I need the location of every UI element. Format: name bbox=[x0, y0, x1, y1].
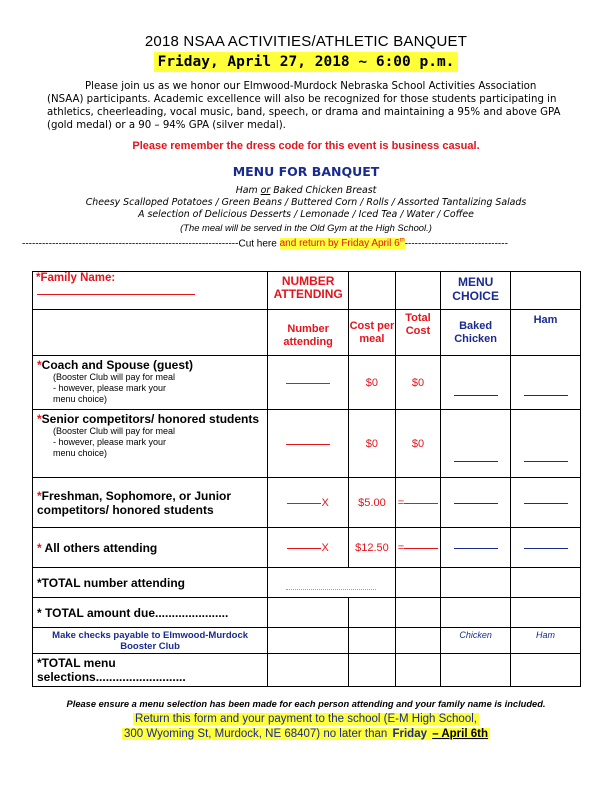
underclass-number-input[interactable]: X bbox=[268, 478, 349, 528]
menu-choice-header: MENU CHOICE bbox=[441, 272, 511, 310]
menu-main-or: or bbox=[260, 185, 271, 196]
table-row bbox=[33, 528, 581, 568]
others-total-input[interactable]: = bbox=[395, 528, 440, 568]
event-date: Friday, April 27, 2018 ~ 6:00 p.m. bbox=[154, 52, 459, 72]
checks-payable-note: Make checks payable to Elmwood-Murdock Booster Club bbox=[33, 628, 268, 654]
menu-main-chicken: Baked Chicken Breast bbox=[273, 185, 377, 196]
coach-number-input[interactable] bbox=[268, 356, 349, 410]
others-cost: $12.50 bbox=[349, 528, 396, 568]
others-number-input[interactable]: X bbox=[268, 528, 349, 568]
cut-dashes-left: ----------------------------------------------------------------- bbox=[22, 238, 239, 250]
total-amount-row bbox=[33, 598, 581, 628]
event-date-wrap bbox=[0, 53, 612, 71]
senior-cost: $0 bbox=[349, 410, 396, 478]
cut-line bbox=[22, 238, 592, 249]
underclass-cost: $5.00 bbox=[349, 478, 396, 528]
menu-main-ham: Ham bbox=[235, 185, 258, 196]
table-header-row bbox=[33, 272, 581, 310]
registration-table bbox=[32, 271, 581, 687]
col-cost-per-meal: Cost per meal bbox=[349, 310, 396, 356]
coach-cost: $0 bbox=[349, 356, 396, 410]
others-ham-input[interactable] bbox=[511, 528, 581, 568]
total-number-input[interactable] bbox=[268, 568, 396, 598]
total-number-row bbox=[33, 568, 581, 598]
total-amount-input[interactable] bbox=[395, 598, 440, 628]
total-ham-input[interactable] bbox=[511, 654, 581, 687]
cut-label: Cut here bbox=[238, 238, 277, 250]
table-row bbox=[33, 356, 581, 410]
row-label-others: * All others attending bbox=[33, 528, 268, 568]
family-name-field[interactable] bbox=[37, 293, 195, 295]
total-amount-label: * TOTAL amount due...................... bbox=[33, 598, 268, 628]
return-line-1: Return this form and your payment to the school (E-M High School, bbox=[135, 713, 477, 725]
return-instructions bbox=[0, 712, 612, 742]
total-number-label: *TOTAL number attending bbox=[33, 568, 268, 598]
checks-row bbox=[33, 628, 581, 654]
dress-code-notice: Please remember the dress code for this event is business casual. bbox=[132, 140, 480, 152]
underclass-chicken-input[interactable] bbox=[441, 478, 511, 528]
row-label-senior: *Senior competitors/ honored students (Booster Club will pay for meal - however, please mark your menu choice) bbox=[33, 410, 268, 478]
total-menu-row bbox=[33, 654, 581, 687]
menu-note: (The meal will be served in the Old Gym at the High School.) bbox=[180, 221, 432, 233]
table-row bbox=[33, 410, 581, 478]
intro-text: Please join us as we honor our Elmwood-Murdock Nebraska School Activities Association (NSAA) participants. Academic excellence will also be recognized for those students participating in athletics, cheerleading, vocal music, band, speech, or drama and maintaining a 95% and above GPA (gold medal) or a 90 – 94% GPA (silver medal). bbox=[47, 81, 561, 131]
others-chicken-input[interactable] bbox=[441, 528, 511, 568]
coach-ham-input[interactable] bbox=[511, 356, 581, 410]
col-number-attending: Number attending bbox=[268, 310, 349, 356]
family-name-cell[interactable] bbox=[33, 272, 268, 310]
intro-paragraph bbox=[47, 80, 567, 132]
menu-lines bbox=[0, 185, 612, 234]
number-attending-header: NUMBER ATTENDING bbox=[268, 272, 349, 310]
total-menu-label: *TOTAL menu selections........................... bbox=[33, 654, 268, 687]
senior-ham-input[interactable] bbox=[511, 410, 581, 478]
underclass-ham-input[interactable] bbox=[511, 478, 581, 528]
coach-chicken-input[interactable] bbox=[441, 356, 511, 410]
return-line-2: 300 Wyoming St, Murdock, NE 68407) no later than Friday – April 6th bbox=[124, 728, 488, 740]
row-label-coach: *Coach and Spouse (guest) (Booster Club will pay for meal - however, please mark your menu choice) bbox=[33, 356, 268, 410]
page-title: 2018 NSAA ACTIVITIES/ATHLETIC BANQUET bbox=[144, 33, 468, 50]
menu-desserts: A selection of Delicious Desserts / Lemonade / Iced Tea / Water / Coffee bbox=[138, 209, 474, 221]
underclass-total-input[interactable]: = bbox=[395, 478, 440, 528]
menu-sides: Cheesy Scalloped Potatoes / Green Beans / Buttered Corn / Rolls / Assorted Tantalizing Salads bbox=[85, 197, 527, 209]
chicken-small-label: Chicken bbox=[441, 628, 511, 654]
senior-number-input[interactable] bbox=[268, 410, 349, 478]
row-label-underclass: *Freshman, Sophomore, or Junior competitors/ honored students bbox=[33, 478, 268, 528]
menu-title: MENU FOR BANQUET bbox=[232, 164, 380, 179]
ensure-note: Please ensure a menu selection has been made for each person attending and your family name is included. bbox=[66, 699, 546, 709]
col-total-cost: Total Cost bbox=[395, 310, 440, 356]
menu-main bbox=[0, 185, 612, 197]
family-name-label: *Family Name: bbox=[36, 272, 116, 284]
table-row bbox=[33, 478, 581, 528]
column-header-row bbox=[33, 310, 581, 356]
senior-total: $0 bbox=[395, 410, 440, 478]
ham-small-label: Ham bbox=[511, 628, 581, 654]
coach-total: $0 bbox=[395, 356, 440, 410]
cut-dashes-right: ------------------------------- bbox=[404, 238, 508, 250]
col-baked-chicken: Baked Chicken bbox=[441, 310, 511, 356]
total-chicken-input[interactable] bbox=[441, 654, 511, 687]
return-deadline-highlight: and return by Friday April 6th bbox=[279, 238, 405, 250]
col-ham: Ham bbox=[511, 310, 581, 356]
senior-chicken-input[interactable] bbox=[441, 410, 511, 478]
